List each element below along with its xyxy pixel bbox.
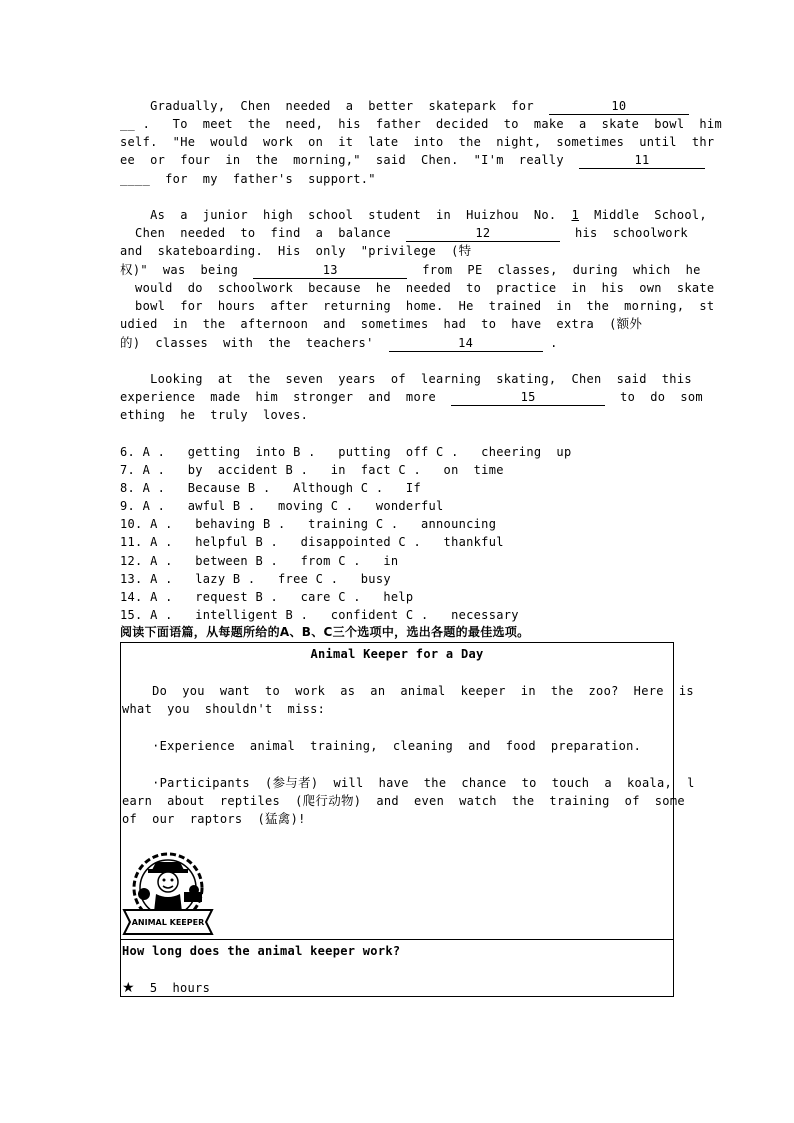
logo-text: ANIMAL KEEPER xyxy=(131,918,205,927)
p1-line-4: ee or four in the morning," said Chen. "I'm really 11 xyxy=(120,151,705,169)
p2-line-7: udied in the afternoon and sometimes had to have extra (额外 xyxy=(120,316,643,331)
p2-line-3: and skateboarding. His only "privilege (特 xyxy=(120,243,472,258)
option-13[interactable]: 13. A . lazy B . free C . busy xyxy=(120,572,391,586)
p1-line-3: self. "He would work on it late into the night, sometimes until thr xyxy=(120,135,715,149)
ad-bullet-2-line-1: ·Participants (参与者) will have the chance to touch a koala, l xyxy=(122,775,695,790)
option-12[interactable]: 12. A . between B . from C . in xyxy=(120,554,399,568)
ad-intro-line-1: Do you want to work as an animal keeper in the zoo? Here is xyxy=(122,684,694,698)
school-number: 1 xyxy=(571,208,580,222)
p2-line-4: 权)" was being 13 from PE classes, during which he xyxy=(120,262,701,277)
p1-line-5: ____ for my father's support." xyxy=(120,172,376,186)
section-instruction: 阅读下面语篇，从每题所给的A、B、C三个选项中，选出各题的最佳选项。 xyxy=(120,625,530,639)
animal-keeper-logo xyxy=(122,848,218,936)
option-11[interactable]: 11. A . helpful B . disappointed C . thankful xyxy=(120,535,504,549)
star-icon: ★ xyxy=(122,980,135,996)
blank-11[interactable]: 11 xyxy=(579,153,705,169)
p2-line-1: As a junior high school student in Huizhou No. 1 Middle School, xyxy=(120,208,707,222)
blank-15[interactable]: 15 xyxy=(451,390,605,406)
p2-line-5: would do schoolwork because he needed to practice in his own skate xyxy=(120,281,715,295)
p3-line-1: Looking at the seven years of learning skating, Chen said this xyxy=(120,372,692,386)
blank-12[interactable]: 12 xyxy=(406,226,560,242)
ad-bullet-2-line-3: of our raptors (猛禽)! xyxy=(122,811,306,826)
ad-intro-line-2: what you shouldn't miss: xyxy=(122,702,326,716)
option-10[interactable]: 10. A . behaving B . training C . announcing xyxy=(120,517,497,531)
ad-title: Animal Keeper for a Day xyxy=(310,647,484,661)
ad-bullet-2-line-2: earn about reptiles (爬行动物) and even watch the training of some xyxy=(122,793,685,808)
answer-line: ★ 5 hours xyxy=(122,980,211,996)
blank-14[interactable]: 14 xyxy=(389,336,543,352)
option-6[interactable]: 6. A . getting into B . putting off C . cheering up xyxy=(120,445,572,459)
blank-10[interactable]: 10 xyxy=(549,99,689,115)
option-15[interactable]: 15. A . intelligent B . confident C . necessary xyxy=(120,608,519,622)
ad-bullet-1: ·Experience animal training, cleaning and food preparation. xyxy=(122,739,642,753)
question-text: How long does the animal keeper work? xyxy=(122,944,401,958)
p2-line-8: 的) classes with the teachers' 14 . xyxy=(120,335,558,350)
p1-line-2: __ . To meet the need, his father decided to make a skate bowl him xyxy=(120,117,722,131)
blank-13[interactable]: 13 xyxy=(253,263,407,279)
p2-line-2: Chen needed to find a balance 12 his schoolwork xyxy=(120,226,688,240)
option-8[interactable]: 8. A . Because B . Although C . If xyxy=(120,481,421,495)
p1-line-1: Gradually, Chen needed a better skatepark for 10 xyxy=(120,97,689,115)
p3-line-3: ething he truly loves. xyxy=(120,408,309,422)
option-14[interactable]: 14. A . request B . care C . help xyxy=(120,590,414,604)
p3-line-2: experience made him stronger and more 15 to do som xyxy=(120,390,703,404)
option-9[interactable]: 9. A . awful B . moving C . wonderful xyxy=(120,499,444,513)
p2-line-6: bowl for hours after returning home. He trained in the morning, st xyxy=(120,299,715,313)
option-7[interactable]: 7. A . by accident B . in fact C . on time xyxy=(120,463,504,477)
